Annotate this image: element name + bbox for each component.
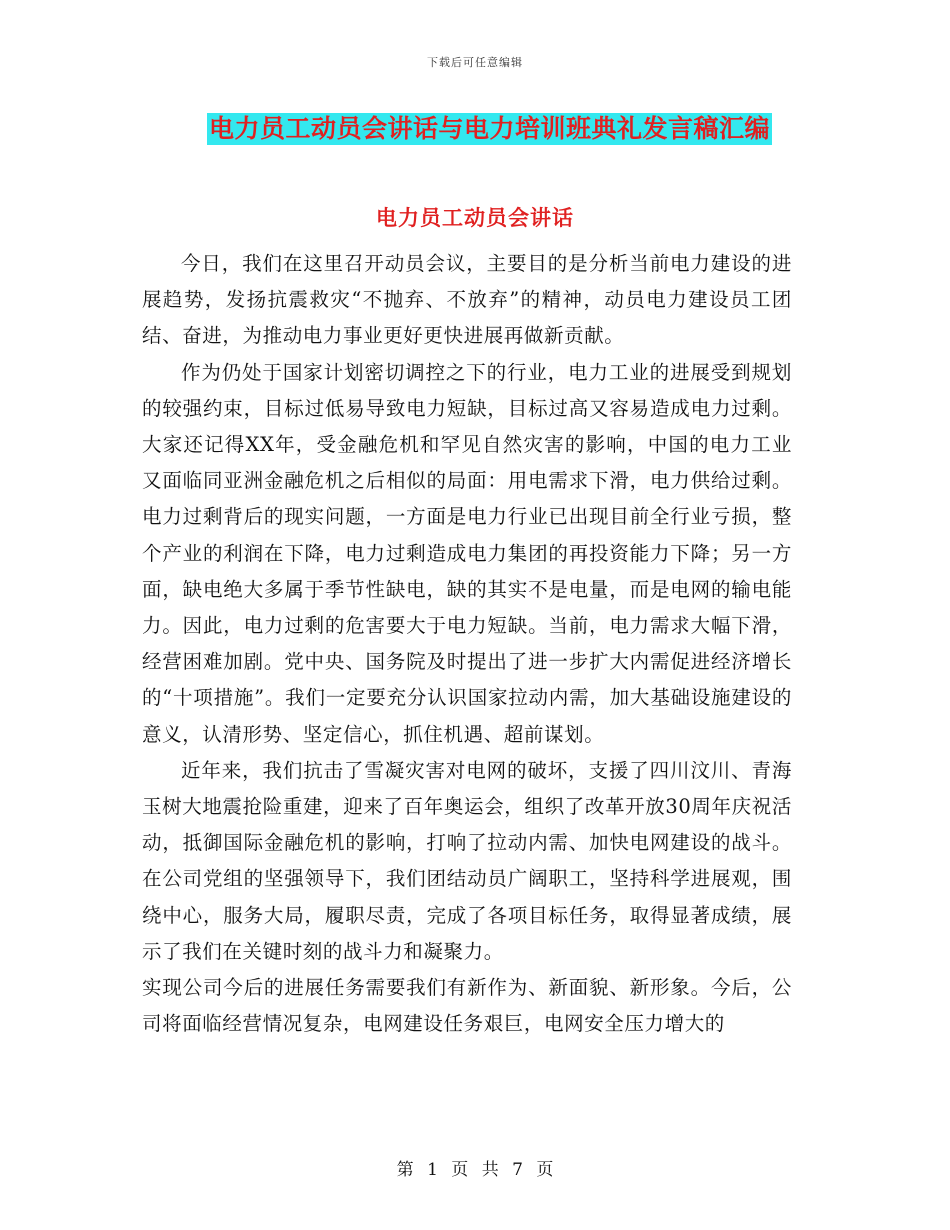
footer-page-number: 1 [427, 1160, 438, 1180]
section-title: 电力员工动员会讲话 [376, 205, 574, 230]
document-title: 电力员工动员会讲话与电力培训班典礼发言稿汇编 [209, 114, 771, 143]
footer-page-prefix: 第 [396, 1160, 414, 1180]
document-title-container [207, 113, 788, 145]
paragraph: 今日，我们在这里召开动员会议，主要目的是分析当前电力建设的进展趋势，发扬抗震救灾“不抛弃、不放弃”的精神，动员电力建设员工团结、奋进，为推动电力事业更好更快进展再做新贡献。 [142, 252, 792, 348]
header-note: 下载后可任意编辑 [427, 56, 523, 69]
footer-total-suffix: 页 [536, 1160, 554, 1180]
page-footer [0, 1155, 950, 1180]
paragraph: 实现公司今后的进展任务需要我们有新作为、新面貌、新形象。今后，公司将面临经营情况复杂，电网建设任务艰巨，电网安全压力增大的 [142, 976, 792, 1036]
paragraph: 近年来，我们抗击了雪凝灾害对电网的破坏，支援了四川汶川、青海玉树大地震抢险重建，迎来了百年奥运会，组织了改革开放30周年庆祝活动，抵御国际金融危机的影响，打响了拉动内需、加快电网建设的战斗。在公司党组的坚强领导下，我们团结动员广阔职工，坚持科学进展观，围绕中心，服务大局，履职尽责，完成了各项目标任务，取得显著成绩，展示了我们在关键时刻的战斗力和凝聚力。 [142, 758, 792, 963]
footer-page-mid: 页 [451, 1160, 469, 1180]
paragraph: 作为仍处于国家计划密切调控之下的行业，电力工业的进展受到规划的较强约束，目标过低易导致电力短缺，目标过高又容易造成电力过剩。大家还记得XX年，受金融危机和罕见自然灾害的影响，中国的电力工业又面临同亚洲金融危机之后相似的局面：用电需求下滑，电力供给过剩。电力过剩背后的现实问题，一方面是电力行业已出现目前全行业亏损，整个产业的利润在下降，电力过剩造成电力集团的再投资能力下降；另一方面，缺电绝大多属于季节性缺电，缺的其实不是电量，而是电网的输电能力。因此，电力过剩的危害要大于电力短缺。当前，电力需求大幅下滑，经营困难加剧。党中央、国务院及时提出了进一步扩大内需促进经济增长的“十项措施”。我们一定要充分认识国家拉动内需，加大基础设施建设的意义，认清形势、坚定信心，抓住机遇、超前谋划。 [142, 360, 792, 746]
footer-total-pages: 7 [512, 1160, 523, 1180]
footer-total-prefix: 共 [481, 1160, 499, 1180]
body-text [142, 246, 792, 1042]
